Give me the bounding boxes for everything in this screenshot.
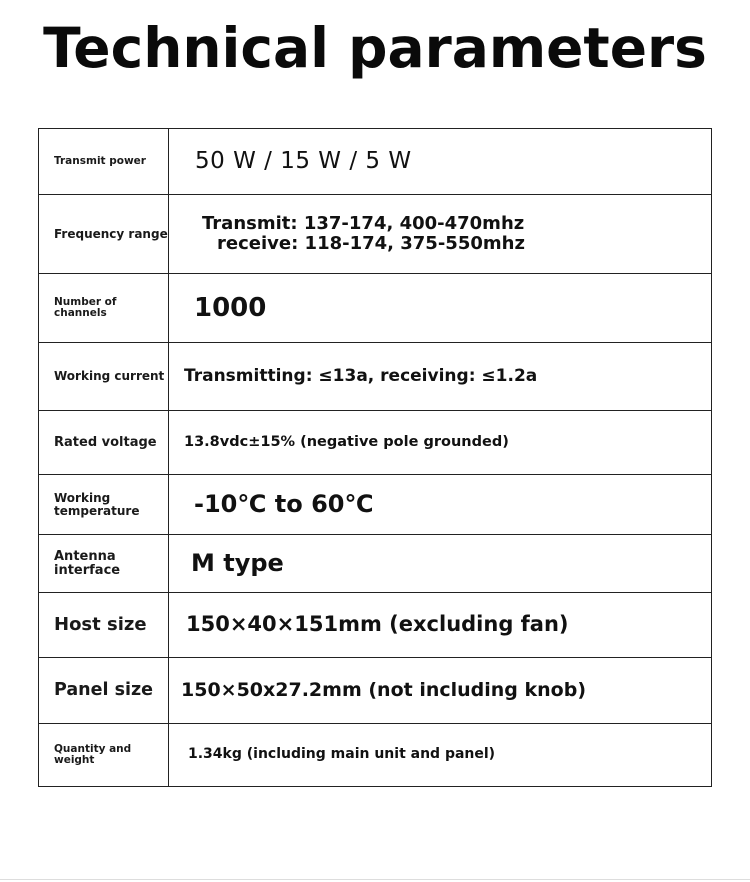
page-title: Technical parameters bbox=[43, 16, 707, 80]
row-label-working-current: Working current bbox=[39, 343, 169, 411]
row-label-panel-size: Panel size bbox=[39, 658, 169, 724]
row-value-host-size: 150×40×151mm (excluding fan) bbox=[169, 593, 712, 658]
frequency-receive: receive: 118-174, 375-550mhz bbox=[217, 233, 525, 254]
row-value-panel-size: 150×50x27.2mm (not including knob) bbox=[169, 658, 712, 724]
row-value-number-of-channels: 1000 bbox=[169, 274, 712, 343]
spec-table bbox=[38, 128, 712, 787]
row-label-quantity-and-weight: Quantity and weight bbox=[39, 724, 169, 787]
table-row bbox=[39, 724, 712, 787]
table-row bbox=[39, 195, 712, 274]
row-label-host-size: Host size bbox=[39, 593, 169, 658]
row-label-working-temperature: Working temperature bbox=[39, 475, 169, 535]
table-row bbox=[39, 535, 712, 593]
row-value-quantity-and-weight: 1.34kg (including main unit and panel) bbox=[169, 724, 712, 787]
table-row bbox=[39, 343, 712, 411]
row-value-transmit-power: 50 W / 15 W / 5 W bbox=[169, 129, 712, 195]
table-row bbox=[39, 129, 712, 195]
row-label-frequency-range: Frequency range bbox=[39, 195, 169, 274]
row-value-antenna-interface: M type bbox=[169, 535, 712, 593]
row-label-transmit-power: Transmit power bbox=[39, 129, 169, 195]
table-row bbox=[39, 593, 712, 658]
row-label-antenna-interface: Antenna interface bbox=[39, 535, 169, 593]
row-value-working-temperature: -10℃ to 60℃ bbox=[169, 475, 712, 535]
table-row bbox=[39, 475, 712, 535]
row-value-working-current: Transmitting: ≤13a, receiving: ≤1.2a bbox=[169, 343, 712, 411]
frequency-transmit: Transmit: 137-174, 400-470mhz bbox=[202, 213, 525, 235]
row-label-number-of-channels: Number of channels bbox=[39, 274, 169, 343]
row-value-frequency-range bbox=[169, 195, 712, 274]
table-row bbox=[39, 411, 712, 475]
bottom-divider bbox=[0, 879, 750, 880]
row-value-rated-voltage: 13.8vdc±15% (negative pole grounded) bbox=[169, 411, 712, 475]
table-row bbox=[39, 658, 712, 724]
row-label-rated-voltage: Rated voltage bbox=[39, 411, 169, 475]
table-row bbox=[39, 274, 712, 343]
